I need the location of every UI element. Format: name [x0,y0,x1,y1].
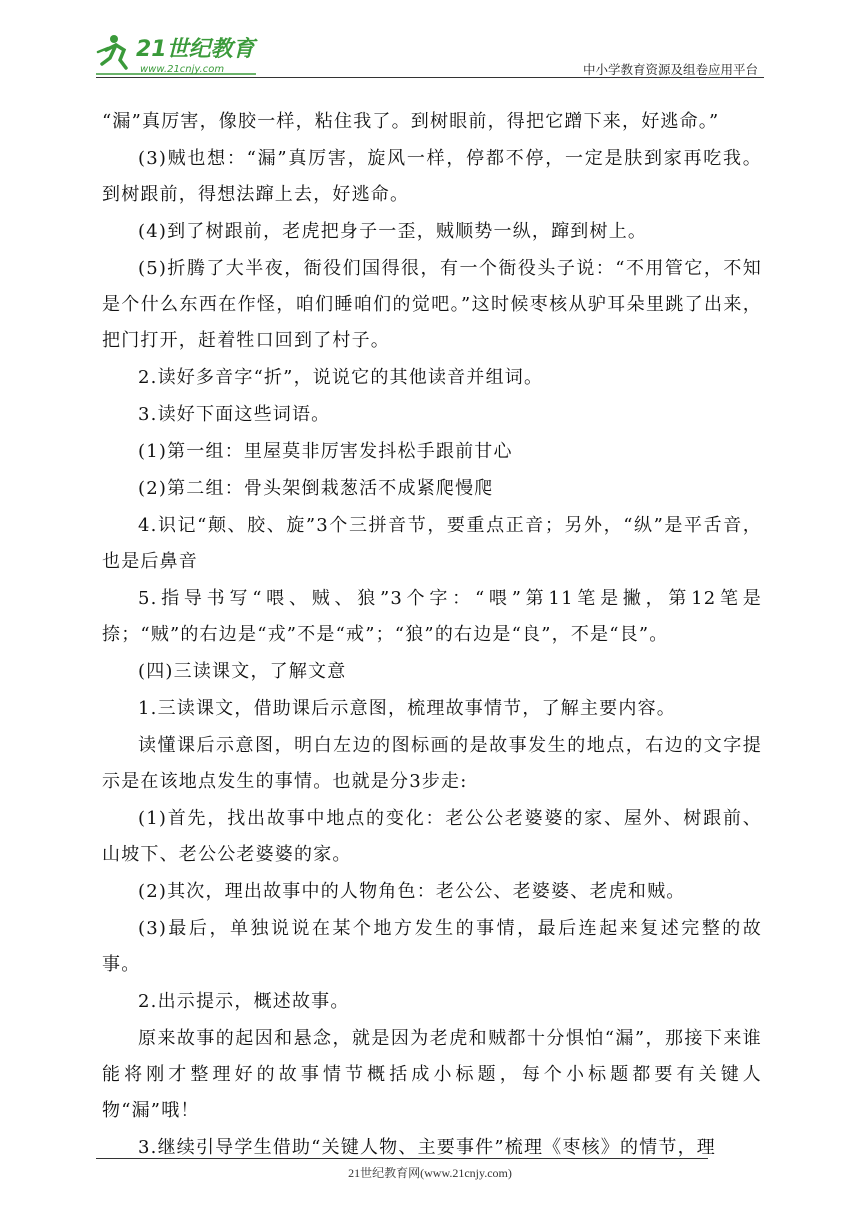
logo-text: 21世纪教育 [136,37,255,62]
site-logo [96,30,296,78]
paragraph: “漏”真厉害，像胶一样，粘住我了。到树眼前，得把它蹭下来，好逃命。” [102,111,720,132]
paragraph: (3)最后，单独说说在某个地方发生的事情，最后连起来复述完整的故事。 [102,918,762,975]
paragraph: (1)第一组：里屋莫非厉害发抖松手跟前甘心 [138,441,513,462]
paragraph: (4)到了树跟前，老虎把身子一歪，贼顺势一纵，蹿到树上。 [138,221,648,242]
paragraph: 原来故事的起因和悬念，就是因为老虎和贼都十分惧怕“漏”，那接下来谁能将刚才整理好的故事情节概括成小标题，每个小标题都要有关键人物“漏”哦！ [102,1028,762,1121]
paragraph: (1)首先，找出故事中地点的变化：老公公老婆婆的家、屋外、树跟前、山坡下、老公公老婆婆的家。 [102,808,762,865]
paragraph: 5.指导书写“喂、贼、狼”3个字：“喂”第11笔是撇，第12笔是捺；“贼”的右边是“戎”不是“戒”；“狼”的右边是“良”，不是“艮”。 [102,588,762,645]
paragraph: 读懂课后示意图，明白左边的图标画的是故事发生的地点，右边的文字提示是在该地点发生的事情。也就是分3步走: [102,735,762,792]
runner-icon [98,35,126,68]
paragraph: 2.读好多音字“折”，说说它的其他读音并组词。 [138,367,544,388]
paragraph: (3)贼也想：“漏”真厉害，旋风一样，停都不停，一定是肤到家再吃我。到树跟前，得想法蹿上去，好逃命。 [102,148,762,205]
logo-url: www.21cnjy.com [140,64,225,75]
paragraph: 1.三读课文，借助课后示意图，梳理故事情节，了解主要内容。 [138,698,676,719]
paragraph: (2)其次，理出故事中的人物角色：老公公、老婆婆、老虎和贼。 [138,881,686,902]
paragraph: 3.读好下面这些词语。 [138,404,331,425]
paragraph: 4.识记“颠、胶、旋”3个三拼音节，要重点正音；另外，“纵”是平舌音，也是后鼻音 [102,515,762,572]
platform-title: 中小学教育资源及组卷应用平台 [582,62,758,77]
paragraph: (2)第二组：骨头架倒栽葱活不成紧爬慢爬 [138,478,494,499]
paragraph: 2.出示提示，概述故事。 [138,991,350,1012]
paragraph: (四)三读课文，了解文意 [138,661,347,682]
page-footer: 21世纪教育网(www.21cnjy.com) [348,1166,512,1180]
header-divider [96,77,764,78]
document-body [102,104,762,1167]
page-header [96,30,764,80]
paragraph: (5)折腾了大半夜，衙役们国得很，有一个衙役头子说：“不用管它，不知是个什么东西在作怪，咱们睡咱们的觉吧。”这时候枣核从驴耳朵里跳了出来，把门打开，赶着牲口回到了村子。 [102,258,762,351]
paragraph: 3.继续引导学生借助“关键人物、主要事件”梳理《枣核》的情节，理 [138,1137,716,1158]
footer-divider [96,1158,708,1159]
